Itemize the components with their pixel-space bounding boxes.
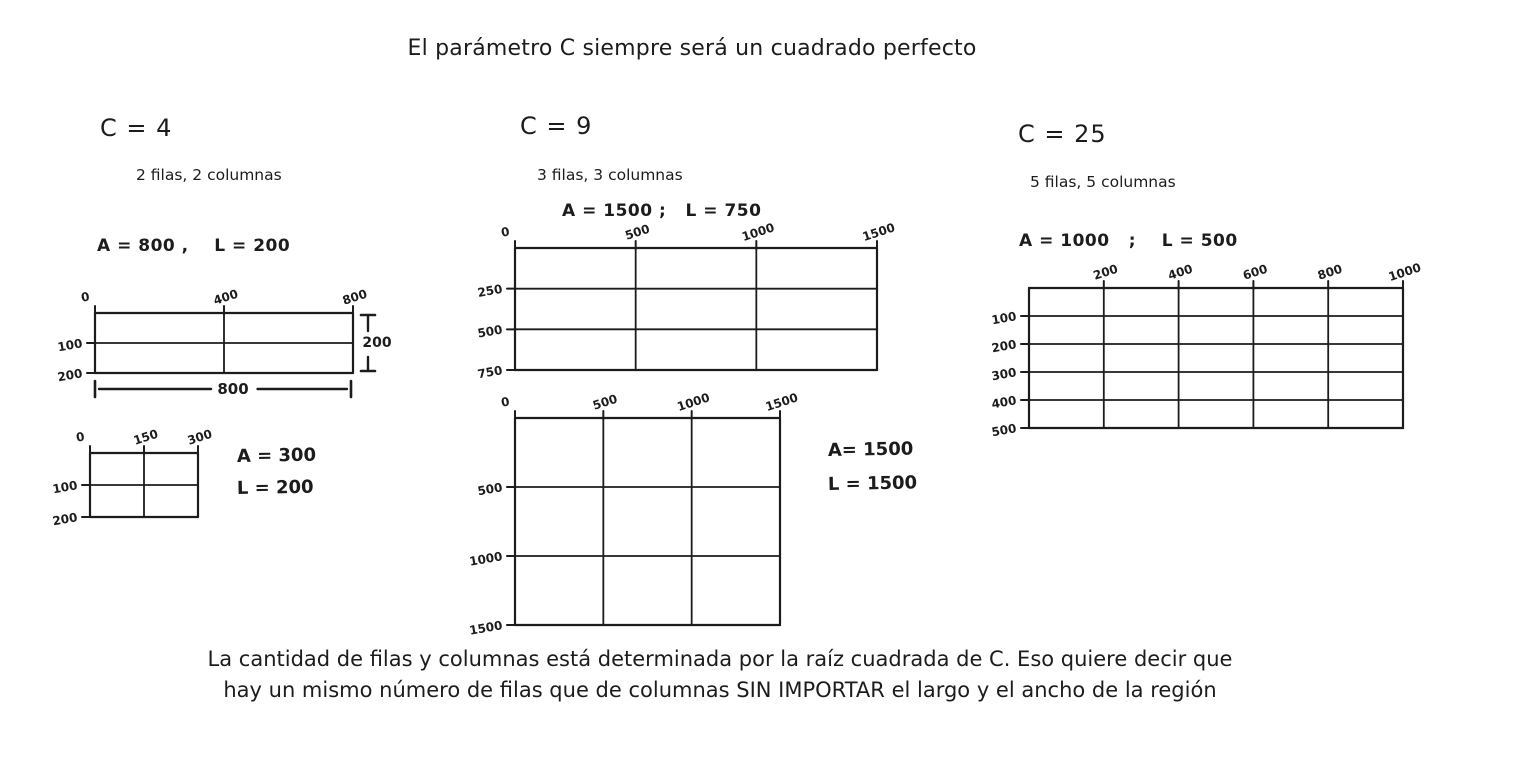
top-tick-label: 1500 [860,220,897,245]
top-tick-label: 0 [499,224,511,240]
left-tick-label: 100 [51,478,79,497]
left-tick-label: 250 [476,281,504,300]
panel-c9-caption: A = 1500 ; L = 750 [562,201,762,221]
top-tick-label: 800 [340,286,369,308]
width-measure-label: 800 [217,380,249,398]
panel-c25-heading: C = 25 [1018,120,1107,148]
left-tick-label: 1500 [468,618,504,638]
panel-c9-heading: C = 9 [520,112,593,140]
top-tick-label: 500 [591,391,620,413]
grid-side-label: L = 200 [236,476,314,499]
top-tick-label: 200 [1091,261,1120,283]
top-tick-label: 600 [1241,261,1270,283]
grid-c4-main [56,287,391,398]
left-tick-label: 500 [990,421,1018,440]
left-tick-label: 400 [990,393,1018,412]
left-tick-label: 200 [51,510,79,529]
top-tick-label: 400 [1166,261,1195,283]
left-tick-label: 100 [990,309,1018,328]
top-tick-label: 0 [79,289,91,305]
panel-c9-subtitle: 3 filas, 3 columnas [537,166,683,184]
top-tick-label: 500 [623,221,652,243]
grid-side-label: A = 300 [236,444,317,467]
grid-c25-grid [990,260,1422,439]
page-title: El parámetro C siempre será un cuadrado perfecto [407,36,977,61]
panel-c4-subtitle: 2 filas, 2 columnas [136,166,282,184]
left-tick-label: 200 [56,366,84,385]
grid-c4-small [51,427,316,529]
left-tick-label: 200 [990,337,1018,356]
panel-c25-subtitle: 5 filas, 5 columnas [1030,173,1176,191]
grid-side-label: A= 1500 [827,438,914,461]
top-tick-label: 1000 [675,390,712,415]
panel-c4-heading: C = 4 [100,114,173,142]
top-tick-label: 1500 [763,390,800,415]
footer-line-1: La cantidad de filas y columnas está determinada por la raíz cuadrada de C. Eso quiere decir que [207,647,1233,671]
left-tick-label: 500 [476,480,504,499]
grid-c9-wide [476,220,896,381]
panel-c4-caption: A = 800 , L = 200 [97,236,291,256]
left-tick-label: 300 [990,365,1018,384]
left-tick-label: 1000 [468,549,504,569]
footer-note [160,644,1280,706]
panel-c25-caption: A = 1000 ; L = 500 [1019,231,1238,251]
top-tick-label: 0 [499,394,511,410]
height-measure-label: 200 [362,335,392,351]
top-tick-label: 800 [1315,261,1345,283]
top-tick-label: 150 [131,426,160,448]
left-tick-label: 500 [476,322,504,341]
left-tick-label: 100 [56,336,84,355]
top-tick-label: 1000 [1386,260,1423,285]
top-tick-label: 0 [74,429,86,445]
top-tick-label: 300 [185,426,214,448]
top-tick-label: 400 [211,286,240,308]
left-tick-label: 750 [476,363,504,382]
footer-line-2: hay un mismo número de filas que de columnas SIN IMPORTAR el largo y el ancho de la región [223,678,1217,702]
grid-side-label: L = 1500 [827,472,918,495]
top-tick-label: 1000 [740,220,777,245]
grid-c9-square [468,390,917,637]
